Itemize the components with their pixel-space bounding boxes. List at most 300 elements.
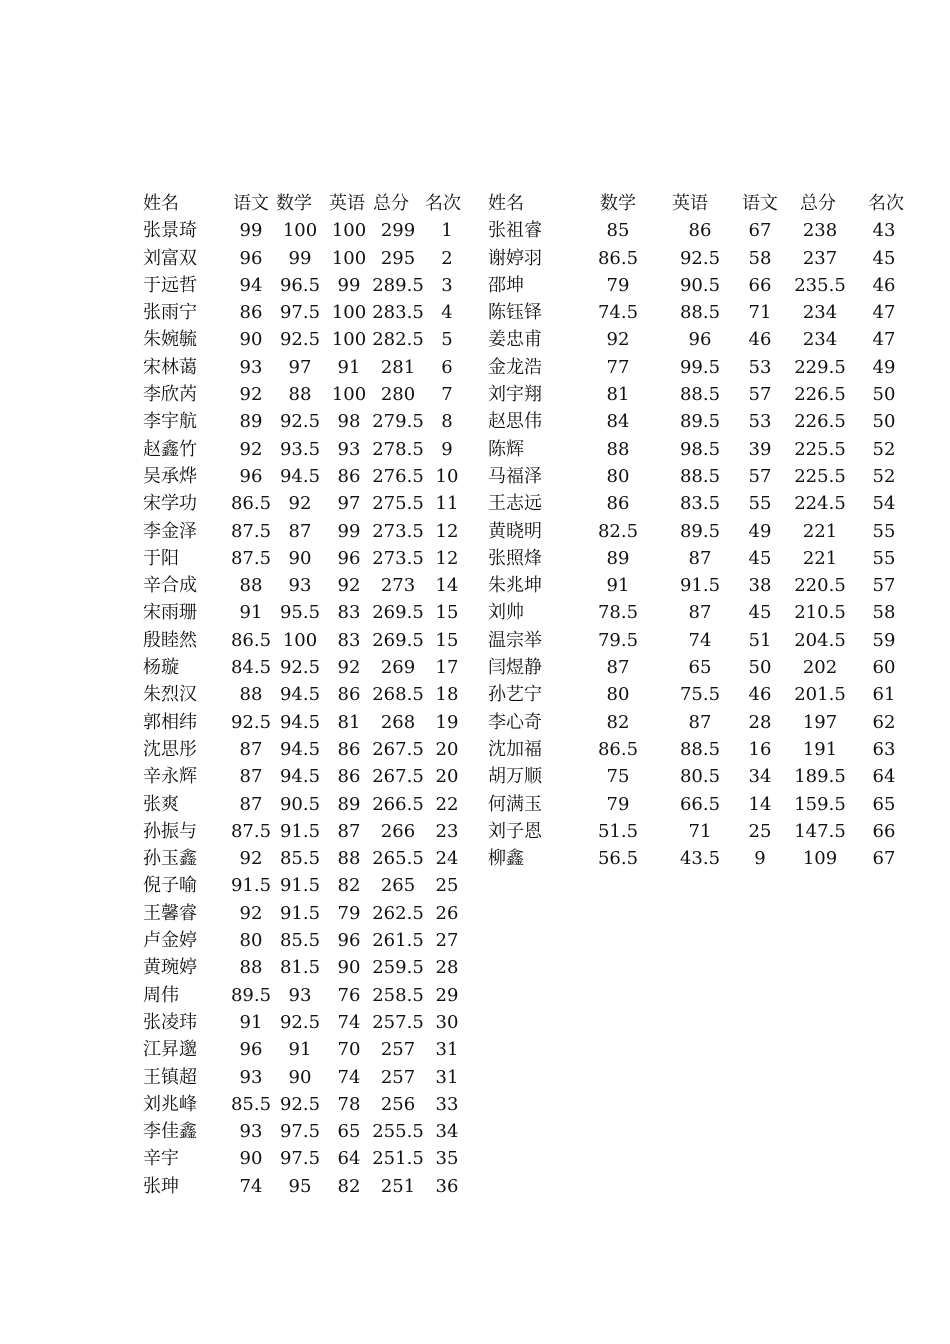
score-3: 86 [337,684,361,706]
total-score: 251.5 [372,1148,424,1170]
header-math: 数学 [276,193,312,214]
student-name: 陈钰铎 [488,302,542,324]
rank: 64 [872,766,896,788]
score-2: 96 [688,329,712,351]
table-row [488,408,906,435]
score-3: 83 [337,629,361,651]
student-name: 张珅 [143,1175,179,1197]
student-name: 殷睦然 [143,629,197,651]
student-name: 沈加福 [488,738,542,760]
score-1: 86.5 [597,247,639,269]
score-2: 90.5 [679,274,721,296]
score-3: 66 [748,274,772,296]
rank: 17 [435,657,459,679]
score-3: 82 [337,875,361,897]
score-1: 86 [606,493,630,515]
score-3: 86 [337,465,361,487]
score-1: 92 [239,384,263,406]
table-row [488,272,906,299]
student-name: 李欣芮 [143,384,197,406]
rank: 9 [441,438,453,460]
total-score: 273.5 [372,520,424,542]
score-1: 84.5 [230,657,272,679]
score-3: 98 [337,411,361,433]
score-1: 81 [606,384,630,406]
rank: 61 [872,684,896,706]
score-1: 91 [606,575,630,597]
total-score: 191 [802,738,838,760]
total-score: 268.5 [372,684,424,706]
total-score: 197 [802,711,838,733]
score-3: 78 [337,1093,361,1115]
rank: 2 [441,247,453,269]
total-score: 159.5 [794,793,846,815]
score-1: 89 [606,547,630,569]
score-2: 83.5 [679,493,721,515]
rank: 20 [435,766,459,788]
score-1: 93 [239,1066,263,1088]
score-1: 93 [239,1121,263,1143]
score-2: 88 [288,384,312,406]
score-3: 14 [748,793,772,815]
table-row [143,272,469,299]
score-2: 80.5 [679,766,721,788]
score-1: 86.5 [597,738,639,760]
table-row [488,381,906,408]
header-name: 姓名 [143,193,179,214]
table-row [143,872,469,899]
table-row [143,518,469,545]
score-2: 97 [288,356,312,378]
rank: 55 [872,547,896,569]
total-score: 289.5 [372,274,424,296]
total-score: 221 [802,547,838,569]
rank: 15 [435,629,459,651]
header-row [143,190,469,217]
total-score: 279.5 [372,411,424,433]
score-3: 99 [337,274,361,296]
score-2: 98.5 [679,438,721,460]
student-name: 朱婉毓 [143,329,197,351]
score-3: 96 [337,930,361,952]
score-1: 74 [239,1175,263,1197]
score-3: 46 [748,329,772,351]
score-2: 93.5 [279,438,321,460]
score-2: 94.5 [279,711,321,733]
rank: 4 [441,302,453,324]
table-row [143,245,469,272]
header-chinese: 语文 [233,193,269,214]
score-1: 91 [239,1011,263,1033]
score-3: 53 [748,356,772,378]
rank: 35 [435,1148,459,1170]
score-3: 90 [337,957,361,979]
table-row [488,791,906,818]
score-1: 89 [239,411,263,433]
student-name: 赵鑫竹 [143,438,197,460]
total-score: 204.5 [794,629,846,651]
student-name: 闫煜静 [488,657,542,679]
rank: 30 [435,1011,459,1033]
table-row [143,1118,469,1145]
header-math: 数学 [600,193,636,214]
score-3: 91 [337,356,361,378]
score-1: 56.5 [597,848,639,870]
score-2: 92 [288,493,312,515]
score-2: 74 [688,629,712,651]
score-2: 99 [288,247,312,269]
student-name: 谢婷羽 [488,247,542,269]
table-row [488,736,906,763]
student-name: 吴承烨 [143,465,197,487]
score-2: 91.5 [279,875,321,897]
student-name: 温宗举 [488,629,542,651]
rank: 12 [435,520,459,542]
score-3: 92 [337,657,361,679]
student-name: 张雨宁 [143,302,197,324]
grades-table-left [143,190,469,1200]
total-score: 234 [802,302,838,324]
table-row [143,1173,469,1200]
total-score: 266 [380,820,416,842]
total-score: 273.5 [372,547,424,569]
score-2: 93 [288,575,312,597]
rank: 8 [441,411,453,433]
score-2: 97.5 [279,1121,321,1143]
total-score: 295 [380,247,416,269]
score-2: 92.5 [279,657,321,679]
total-score: 234 [802,329,838,351]
table-body-left [143,217,469,1200]
score-2: 97.5 [279,302,321,324]
table-row [143,490,469,517]
score-2: 94.5 [279,766,321,788]
total-score: 224.5 [794,493,846,515]
rank: 24 [435,848,459,870]
rank: 36 [435,1175,459,1197]
table-row [143,354,469,381]
score-1: 78.5 [597,602,639,624]
student-name: 张祖睿 [488,220,542,242]
score-3: 16 [748,738,772,760]
score-1: 80 [606,465,630,487]
score-3: 74 [337,1011,361,1033]
score-3: 92 [337,575,361,597]
score-2: 66.5 [679,793,721,815]
table-row [488,818,906,845]
total-score: 237 [802,247,838,269]
table-row [488,463,906,490]
score-1: 99 [239,220,263,242]
score-3: 81 [337,711,361,733]
score-1: 90 [239,1148,263,1170]
student-name: 黄晓明 [488,520,542,542]
table-row [143,381,469,408]
table-row [488,709,906,736]
student-name: 李心奇 [488,711,542,733]
score-1: 74.5 [597,302,639,324]
score-3: 28 [748,711,772,733]
table-row [488,599,906,626]
score-3: 93 [337,438,361,460]
score-3: 79 [337,902,361,924]
score-2: 87 [688,602,712,624]
table-row [143,900,469,927]
table-row [143,763,469,790]
score-3: 74 [337,1066,361,1088]
score-3: 100 [331,329,367,351]
total-score: 256 [380,1093,416,1115]
header-english: 英语 [329,193,365,214]
student-name: 陈辉 [488,438,524,460]
student-name: 辛合成 [143,575,197,597]
score-1: 75 [606,766,630,788]
table-row [143,436,469,463]
score-3: 55 [748,493,772,515]
score-1: 94 [239,274,263,296]
score-2: 65 [688,657,712,679]
score-3: 39 [748,438,772,460]
student-name: 辛宇 [143,1148,179,1170]
table-row [488,572,906,599]
score-3: 97 [337,493,361,515]
rank: 31 [435,1066,459,1088]
table-row [143,927,469,954]
total-score: 281 [380,356,416,378]
table-row [143,599,469,626]
score-2: 81.5 [279,957,321,979]
score-1: 87 [239,766,263,788]
table-row [488,436,906,463]
score-1: 88 [239,957,263,979]
table-row [488,845,906,872]
table-row [143,545,469,572]
score-3: 82 [337,1175,361,1197]
table-row [143,326,469,353]
table-row [143,681,469,708]
score-1: 86.5 [230,493,272,515]
score-1: 87.5 [230,547,272,569]
score-3: 46 [748,684,772,706]
table-row [488,299,906,326]
total-score: 147.5 [794,820,846,842]
score-2: 93 [288,984,312,1006]
score-1: 90 [239,329,263,351]
total-score: 265.5 [372,848,424,870]
score-2: 43.5 [679,848,721,870]
total-score: 202 [802,657,838,679]
student-name: 姜忠甫 [488,329,542,351]
score-2: 75.5 [679,684,721,706]
total-score: 226.5 [794,384,846,406]
table-row [488,326,906,353]
score-3: 38 [748,575,772,597]
table-row [488,518,906,545]
table-row [488,681,906,708]
total-score: 210.5 [794,602,846,624]
score-2: 92.5 [279,329,321,351]
score-3: 57 [748,384,772,406]
total-score: 257 [380,1066,416,1088]
score-1: 87 [606,657,630,679]
score-3: 100 [331,247,367,269]
score-2: 91.5 [279,820,321,842]
student-name: 柳鑫 [488,848,524,870]
rank: 50 [872,384,896,406]
score-1: 85.5 [230,1093,272,1115]
rank: 57 [872,575,896,597]
total-score: 273 [380,575,416,597]
score-2: 94.5 [279,684,321,706]
student-name: 郭相纬 [143,711,197,733]
score-1: 88 [239,684,263,706]
total-score: 259.5 [372,957,424,979]
header-rank: 名次 [425,193,461,214]
student-name: 刘子恩 [488,820,542,842]
score-2: 85.5 [279,848,321,870]
score-1: 77 [606,356,630,378]
table-row [143,954,469,981]
rank: 23 [435,820,459,842]
header-name: 姓名 [488,193,524,214]
total-score: 225.5 [794,465,846,487]
rank: 47 [872,329,896,351]
total-score: 201.5 [794,684,846,706]
rank: 19 [435,711,459,733]
total-score: 265 [380,875,416,897]
total-score: 262.5 [372,902,424,924]
score-3: 9 [754,848,766,870]
table-row [143,982,469,1009]
score-2: 95.5 [279,602,321,624]
rank: 65 [872,793,896,815]
total-score: 229.5 [794,356,846,378]
student-name: 张凌玮 [143,1011,197,1033]
score-2: 88.5 [679,302,721,324]
score-2: 92.5 [279,1011,321,1033]
score-2: 89.5 [679,520,721,542]
score-2: 91.5 [279,902,321,924]
rank: 7 [441,384,453,406]
score-2: 90 [288,1066,312,1088]
score-3: 76 [337,984,361,1006]
score-3: 89 [337,793,361,815]
score-2: 92.5 [279,1093,321,1115]
student-name: 赵思伟 [488,411,542,433]
score-3: 96 [337,547,361,569]
total-score: 268 [380,711,416,733]
score-2: 97.5 [279,1148,321,1170]
student-name: 朱兆坤 [488,575,542,597]
total-score: 278.5 [372,438,424,460]
score-1: 92 [239,848,263,870]
header-english: 英语 [672,193,708,214]
rank: 58 [872,602,896,624]
total-score: 189.5 [794,766,846,788]
score-3: 50 [748,657,772,679]
score-1: 82.5 [597,520,639,542]
score-1: 80 [606,684,630,706]
score-3: 100 [331,220,367,242]
rank: 52 [872,465,896,487]
total-score: 269.5 [372,602,424,624]
table-row [488,354,906,381]
score-3: 25 [748,820,772,842]
score-3: 67 [748,220,772,242]
total-score: 235.5 [794,274,846,296]
rank: 54 [872,493,896,515]
score-3: 34 [748,766,772,788]
student-name: 宋林蔼 [143,356,197,378]
header-rank: 名次 [868,193,904,214]
score-3: 65 [337,1121,361,1143]
score-1: 87.5 [230,820,272,842]
total-score: 238 [802,220,838,242]
header-total: 总分 [373,193,409,214]
total-score: 275.5 [372,493,424,515]
student-name: 金龙浩 [488,356,542,378]
score-1: 82 [606,711,630,733]
total-score: 225.5 [794,438,846,460]
student-name: 李佳鑫 [143,1121,197,1143]
total-score: 282.5 [372,329,424,351]
score-2: 85.5 [279,930,321,952]
table-row [143,791,469,818]
rank: 52 [872,438,896,460]
rank: 66 [872,820,896,842]
score-2: 92.5 [679,247,721,269]
total-score: 267.5 [372,738,424,760]
score-2: 90.5 [279,793,321,815]
score-1: 92 [606,329,630,351]
score-2: 88.5 [679,465,721,487]
rank: 25 [435,875,459,897]
student-name: 胡万顺 [488,766,542,788]
score-1: 80 [239,930,263,952]
score-3: 58 [748,247,772,269]
student-name: 刘富双 [143,247,197,269]
rank: 60 [872,657,896,679]
header-row [488,190,906,217]
total-score: 226.5 [794,411,846,433]
student-name: 马福泽 [488,465,542,487]
table-row [143,1009,469,1036]
table-row [143,709,469,736]
score-1: 93 [239,356,263,378]
rank: 67 [872,848,896,870]
total-score: 257 [380,1039,416,1061]
table-row [143,217,469,244]
rank: 47 [872,302,896,324]
score-3: 70 [337,1039,361,1061]
table-body-right [488,217,906,872]
score-3: 45 [748,602,772,624]
student-name: 孙艺宁 [488,684,542,706]
student-name: 刘帅 [488,602,524,624]
score-3: 64 [337,1148,361,1170]
rank: 31 [435,1039,459,1061]
score-2: 87 [288,520,312,542]
score-1: 88 [606,438,630,460]
total-score: 220.5 [794,575,846,597]
score-2: 95 [288,1175,312,1197]
rank: 22 [435,793,459,815]
student-name: 黄琬婷 [143,957,197,979]
rank: 33 [435,1093,459,1115]
table-row [143,654,469,681]
score-2: 100 [282,220,318,242]
score-2: 86 [688,220,712,242]
